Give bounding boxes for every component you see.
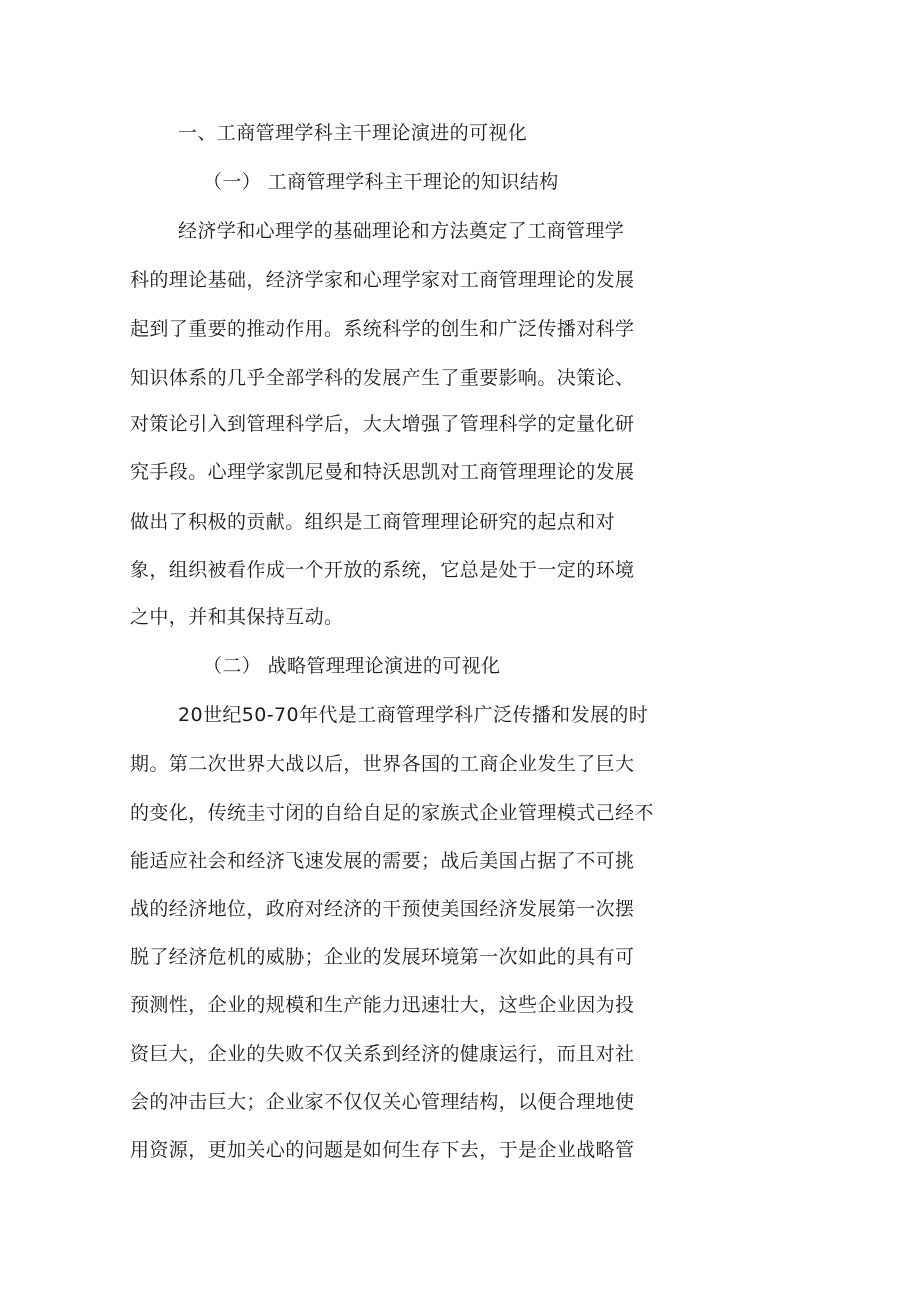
paragraph-line: 预测性，企业的规模和生产能力迅速壮大，这些企业因为投 xyxy=(130,994,635,1016)
paragraph-line: 战的经济地位，政府对经济的干预使美国经济发展第一次摆 xyxy=(130,898,635,920)
paragraph-line: 脱了经济危机的威胁；企业的发展环境第一次如此的具有可 xyxy=(130,946,635,968)
paragraph-line: 对策论引入到管理科学后，大大增强了管理科学的定量化研 xyxy=(130,413,635,435)
section-heading: 一、工商管理学科主干理论演进的可视化 xyxy=(178,122,528,144)
paragraph-line: 20世纪50-70年代是工商管理学科广泛传播和发展的时 xyxy=(178,704,649,726)
paragraph-line: 用资源，更加关心的问题是如何生存下去，于是企业战略管 xyxy=(130,1139,635,1161)
subsection-1-title: （一） 工商管理学科主干理论的知识结构 xyxy=(203,171,559,193)
subsection-2-title: （二） 战略管理理论演进的可视化 xyxy=(203,655,501,677)
paragraph-line: 会的冲击巨大；企业家不仅仅关心管理结构，以便合理地使 xyxy=(130,1091,635,1113)
paragraph-line: 起到了重要的推动作用。系统科学的创生和广泛传播对科学 xyxy=(130,318,635,340)
paragraph-line: 知识体系的几乎全部学科的发展产生了重要影响。决策论、 xyxy=(130,367,635,389)
paragraph-line: 之中，并和其保持互动。 xyxy=(130,606,344,628)
paragraph-line: 象，组织被看作成一个开放的系统，它总是处于一定的环境 xyxy=(130,559,635,581)
paragraph-line: 能适应社会和经济飞速发展的需要；战后美国占据了不可挑 xyxy=(130,850,635,872)
paragraph-line: 科的理论基础，经济学家和心理学家对工商管理理论的发展 xyxy=(130,269,635,291)
paragraph-line: 究手段。心理学家凯尼曼和特沃思凯对工商管理理论的发展 xyxy=(130,461,635,483)
paragraph-line: 期。第二次世界大战以后，世界各国的工商企业发生了巨大 xyxy=(130,753,635,775)
paragraph-line: 资巨大，企业的失败不仅关系到经济的健康运行，而且对社 xyxy=(130,1043,635,1065)
paragraph-line: 经济学和心理学的基础理论和方法奠定了工商管理学 xyxy=(178,220,625,242)
paragraph-line: 的变化，传统圭寸闭的自给自足的家族式企业管理模式己经不 xyxy=(130,802,654,824)
paragraph-line: 做出了积极的贡献。组织是工商管理理论研究的起点和对 xyxy=(130,511,616,533)
